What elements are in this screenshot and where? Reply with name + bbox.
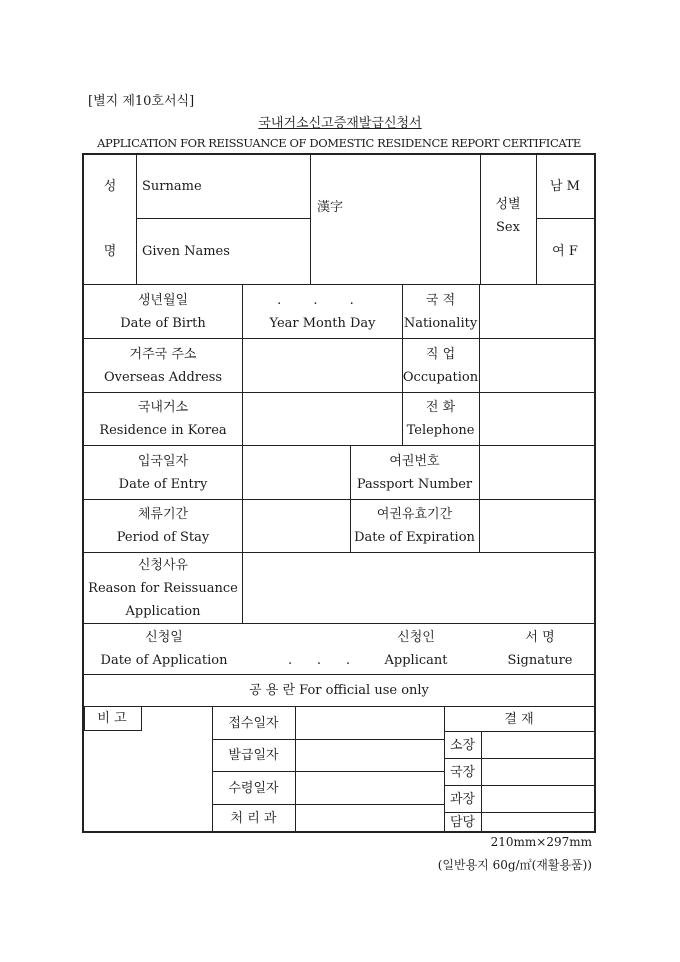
approval-chief-label: 소장 bbox=[449, 737, 476, 753]
occupation-label-english: Occupation bbox=[402, 369, 479, 385]
form-title-english: APPLICATION FOR REISSUANCE OF DOMESTIC RESIDENCE REPORT CERTIFICATE bbox=[97, 136, 581, 150]
paper-size-note: 210mm×297mm bbox=[490, 835, 592, 849]
date-of-birth-field[interactable] bbox=[243, 285, 402, 338]
applicant-label bbox=[372, 624, 460, 674]
passport-number-label-english: Passport Number bbox=[356, 476, 473, 492]
application-date-field[interactable]: . . . bbox=[288, 653, 350, 668]
sex-option-female[interactable]: 여 F bbox=[552, 244, 578, 259]
surname-field[interactable] bbox=[142, 155, 310, 218]
date-of-birth-separators: . . . bbox=[277, 292, 368, 308]
processing-department-field[interactable] bbox=[296, 805, 444, 831]
approval-section-chief-field[interactable] bbox=[482, 786, 594, 812]
passport-number-label-korean: 여권번호 bbox=[389, 453, 440, 469]
issue-date-field[interactable] bbox=[296, 740, 444, 771]
approval-director-label: 국장 bbox=[449, 764, 476, 780]
date-of-birth-format-hint: Year Month Day bbox=[269, 315, 376, 331]
receipt-date-label: 접수일자 bbox=[228, 715, 279, 731]
given-name-field[interactable] bbox=[142, 219, 310, 284]
date-of-birth-label-english: Date of Birth bbox=[120, 315, 206, 331]
telephone-label bbox=[402, 393, 479, 445]
overseas-address-label-english: Overseas Address bbox=[103, 369, 223, 385]
issue-date-label: 발급일자 bbox=[228, 748, 279, 763]
hanja-name-field[interactable] bbox=[310, 155, 480, 284]
period-of-stay-label-korean: 체류기간 bbox=[137, 507, 189, 522]
occupation-label bbox=[402, 339, 479, 392]
pickup-date-field[interactable] bbox=[296, 772, 444, 804]
approval-section-chief-label: 과장 bbox=[449, 791, 476, 807]
reason-label-korean: 신청사유 bbox=[137, 557, 189, 573]
date-of-application-label bbox=[94, 624, 234, 674]
receipt-date-field[interactable] bbox=[296, 707, 444, 739]
remarks-label: 비 고 bbox=[97, 710, 127, 726]
pickup-date-label: 수령일자 bbox=[228, 780, 279, 796]
sex-option-male[interactable]: 남 M bbox=[549, 179, 580, 194]
period-of-stay-label bbox=[84, 500, 242, 552]
application-form-table bbox=[82, 153, 596, 833]
approval-officer-field[interactable] bbox=[482, 813, 594, 831]
date-of-birth-label-korean: 생년월일 bbox=[137, 292, 189, 308]
date-of-entry-label-english: Date of Entry bbox=[118, 476, 208, 492]
date-of-entry-field[interactable] bbox=[243, 446, 350, 499]
residence-label-english: Residence in Korea bbox=[99, 423, 227, 438]
passport-expiration-label-korean: 여권유효기간 bbox=[376, 507, 453, 522]
reason-for-reissuance-label bbox=[84, 553, 242, 623]
occupation-field[interactable] bbox=[480, 339, 594, 392]
reason-label-english-line1: Reason for Reissuance bbox=[88, 580, 238, 596]
applicant-label-korean: 신청인 bbox=[397, 630, 435, 645]
overseas-address-label bbox=[84, 339, 242, 392]
processing-department-label: 처 리 과 bbox=[230, 810, 277, 826]
approval-header: 결 재 bbox=[504, 711, 534, 727]
passport-expiration-field[interactable] bbox=[480, 500, 594, 552]
signature-label bbox=[494, 624, 586, 674]
date-of-entry-label bbox=[84, 446, 242, 499]
reason-for-reissuance-field[interactable] bbox=[243, 553, 594, 623]
nationality-label-english: Nationality bbox=[403, 315, 478, 331]
telephone-label-english: Telephone bbox=[406, 423, 475, 438]
paper-type-note: (일반용지 60g/㎡(재활용품)) bbox=[437, 858, 592, 872]
official-use-header: 공 용 란 For official use only bbox=[249, 683, 429, 698]
signature-label-korean: 서 명 bbox=[525, 630, 555, 645]
remarks-field[interactable] bbox=[84, 731, 212, 831]
approval-director-field[interactable] bbox=[482, 759, 594, 785]
signature-label-english: Signature bbox=[507, 653, 573, 668]
period-of-stay-field[interactable] bbox=[243, 500, 350, 552]
residence-in-korea-field[interactable] bbox=[243, 393, 402, 445]
approval-officer-label: 담당 bbox=[449, 814, 476, 830]
occupation-label-korean: 직 업 bbox=[425, 346, 456, 362]
nationality-field[interactable] bbox=[480, 285, 594, 338]
passport-expiration-label-english: Date of Expiration bbox=[354, 530, 475, 545]
approval-chief-field[interactable] bbox=[482, 732, 594, 758]
surname-label-korean: 성 bbox=[103, 179, 117, 194]
overseas-address-label-korean: 거주국 주소 bbox=[129, 346, 197, 362]
form-number-label: [별지 제10호서식] bbox=[88, 94, 195, 109]
nationality-label-korean: 국 적 bbox=[425, 292, 456, 308]
residence-label-korean: 국내거소 bbox=[137, 400, 189, 415]
application-date-label-english: Date of Application bbox=[100, 653, 228, 668]
passport-number-label bbox=[350, 446, 479, 499]
date-of-entry-label-korean: 입국일자 bbox=[137, 453, 189, 469]
given-name-label-korean: 명 bbox=[103, 244, 117, 259]
overseas-address-field[interactable] bbox=[243, 339, 402, 392]
reason-label-english-line2: Application bbox=[125, 603, 201, 619]
residence-in-korea-label bbox=[84, 393, 242, 445]
surname-label-english: Surname bbox=[142, 179, 202, 194]
telephone-label-korean: 전 화 bbox=[425, 400, 456, 415]
passport-number-field[interactable] bbox=[480, 446, 594, 499]
period-of-stay-label-english: Period of Stay bbox=[116, 530, 210, 545]
passport-expiration-label bbox=[350, 500, 479, 552]
telephone-field[interactable] bbox=[480, 393, 594, 445]
sex-label-korean-english bbox=[480, 193, 536, 239]
nationality-label bbox=[402, 285, 479, 338]
date-of-birth-label bbox=[84, 285, 242, 338]
application-date-label-korean: 신청일 bbox=[145, 630, 183, 645]
given-name-label-english: Given Names bbox=[142, 244, 230, 259]
form-title-korean: 국내거소신고증재발급신청서 bbox=[258, 116, 422, 131]
applicant-label-english: Applicant bbox=[384, 653, 448, 668]
sex-label-english: Sex bbox=[496, 220, 520, 235]
sex-label-korean: 성별 bbox=[495, 197, 521, 212]
hanja-name-label: 漢字 bbox=[317, 199, 344, 215]
